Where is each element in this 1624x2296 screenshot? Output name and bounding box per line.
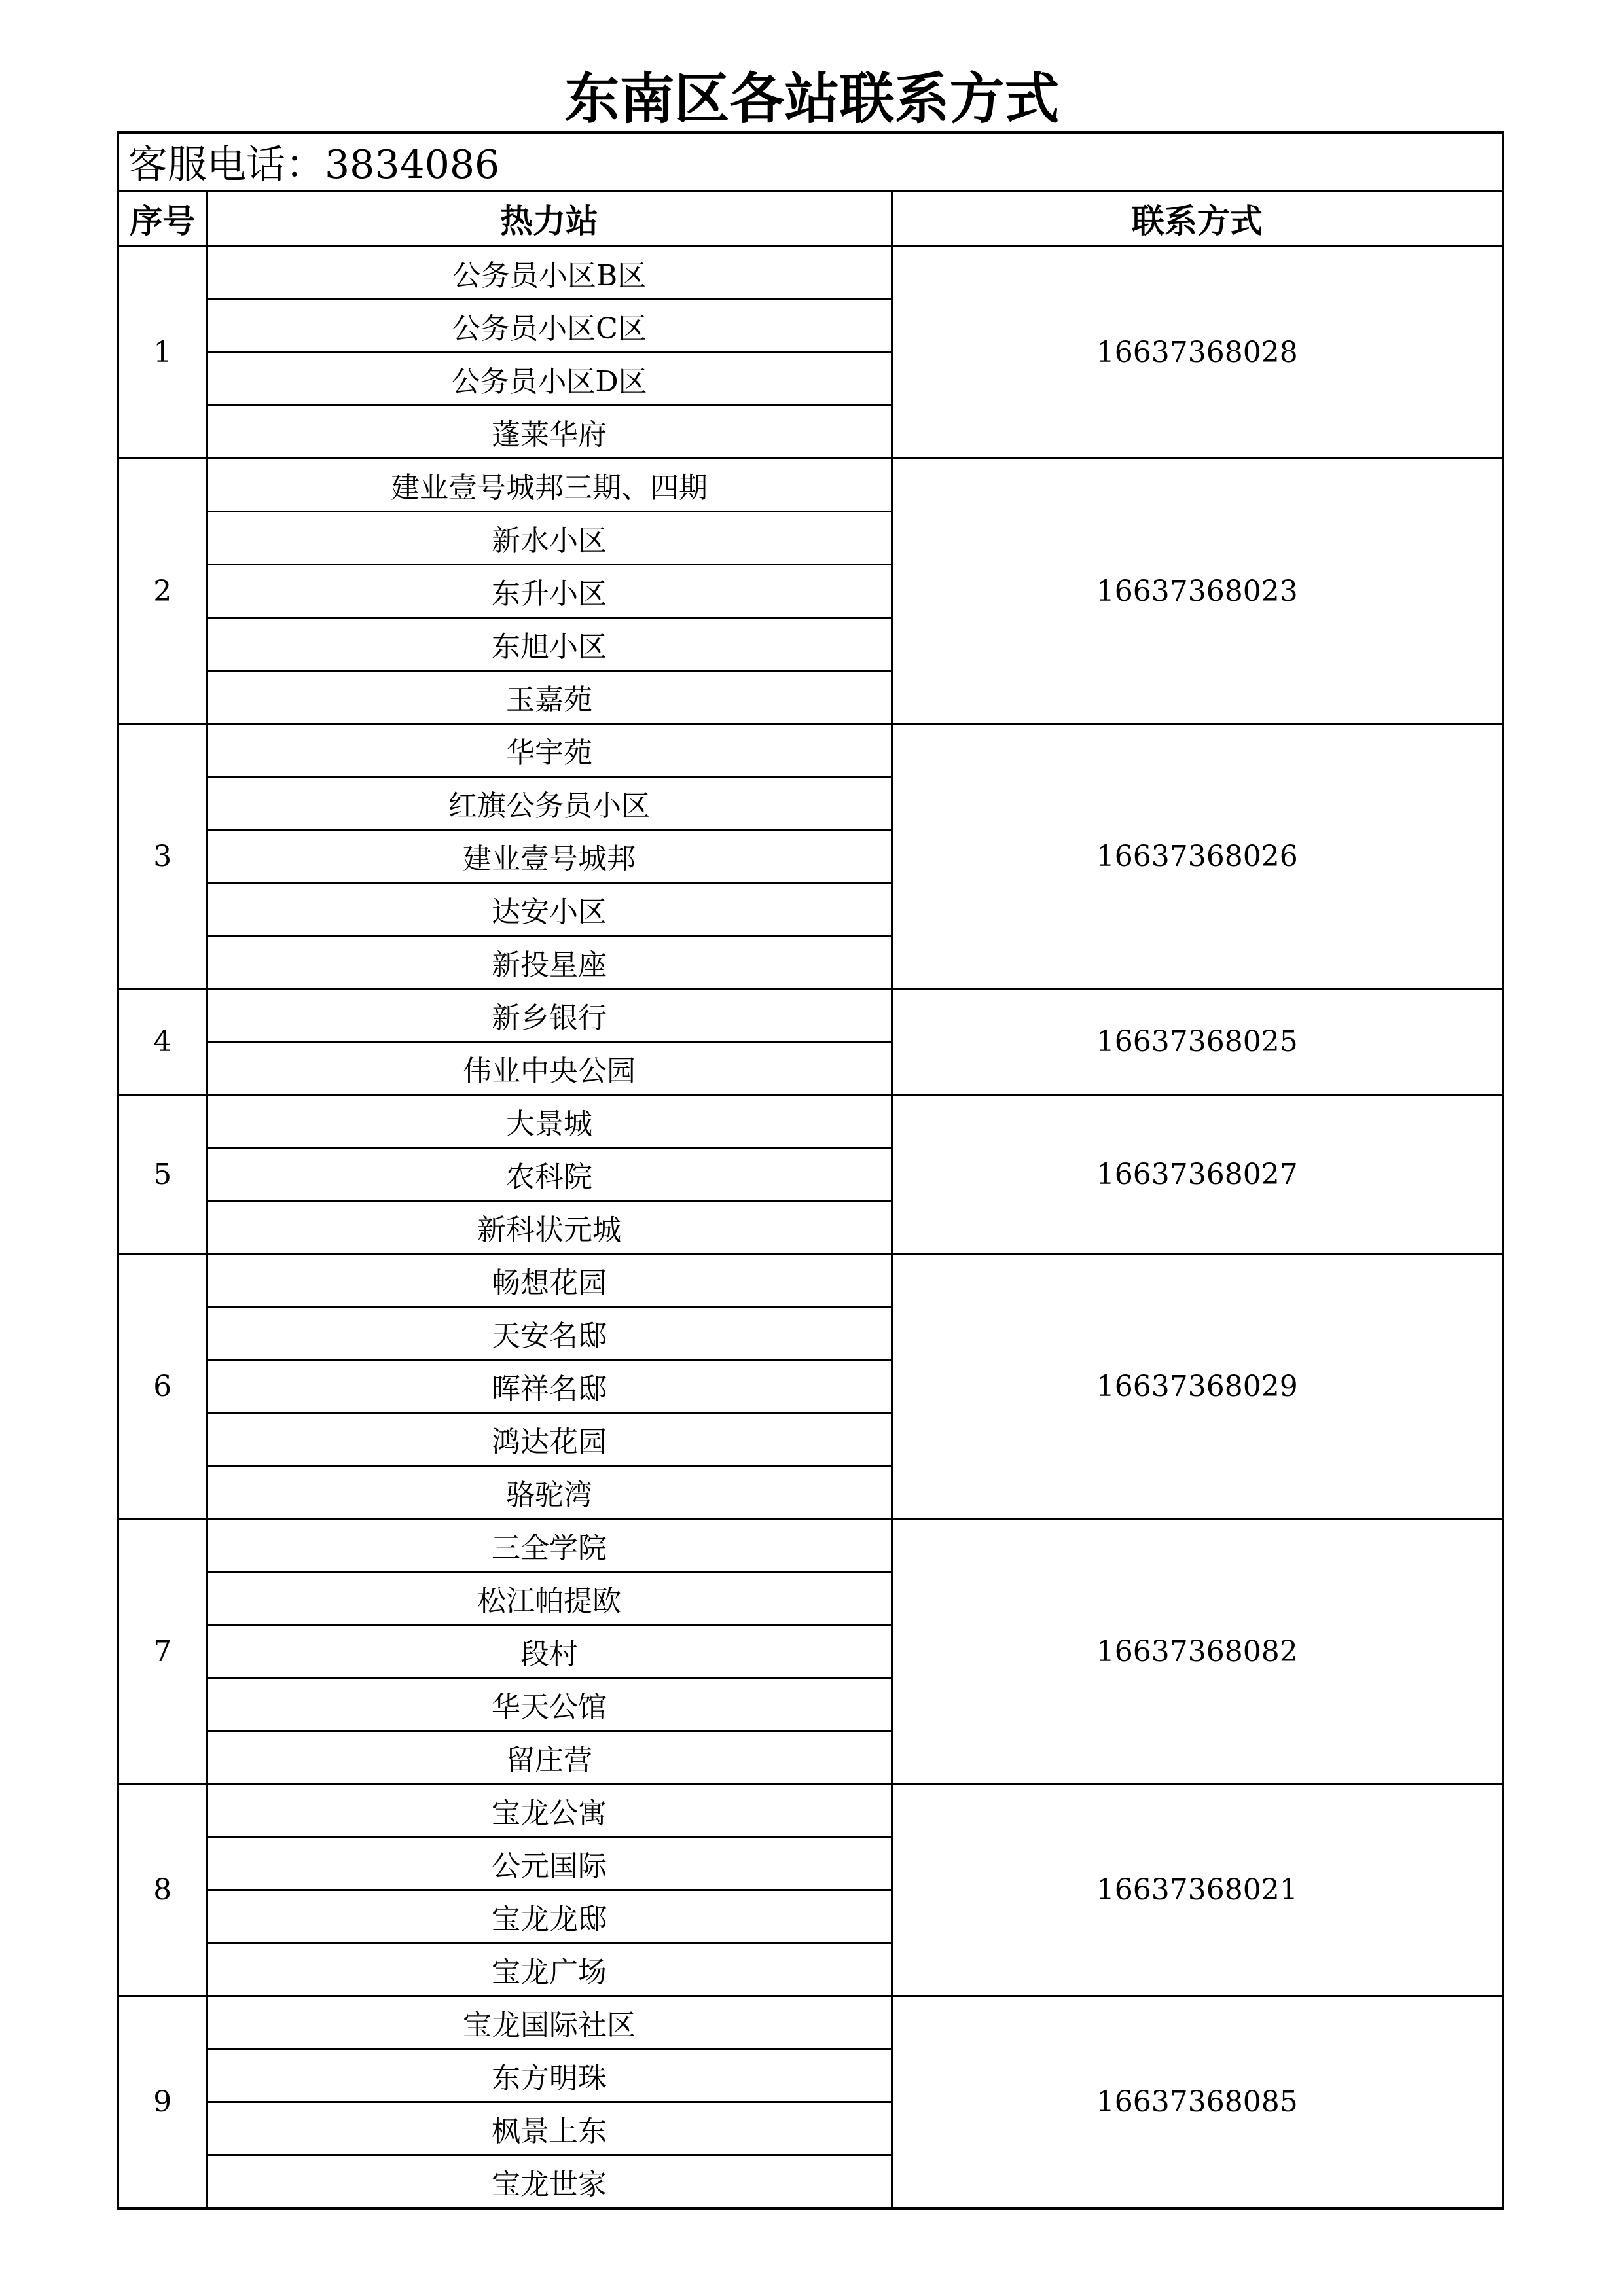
header-station: 热力站 <box>207 191 892 247</box>
group-number: 3 <box>118 724 207 989</box>
contact-phone: 16637368025 <box>892 989 1503 1095</box>
group-number: 7 <box>118 1519 207 1784</box>
group-number: 1 <box>118 247 207 459</box>
header-no: 序号 <box>118 191 207 247</box>
contact-phone: 16637368085 <box>892 1996 1503 2209</box>
station-name: 鸿达花园 <box>207 1413 892 1466</box>
station-name: 农科院 <box>207 1148 892 1201</box>
table-row <box>118 247 1503 300</box>
station-name: 东升小区 <box>207 565 892 618</box>
station-name: 宝龙国际社区 <box>207 1996 892 2049</box>
station-name: 段村 <box>207 1625 892 1678</box>
hotline-label: 客服电话： <box>128 142 325 188</box>
group-number: 4 <box>118 989 207 1095</box>
contact-table <box>117 131 1504 2210</box>
station-name: 大景城 <box>207 1095 892 1148</box>
table-row <box>118 1254 1503 1307</box>
station-name: 枫景上东 <box>207 2102 892 2155</box>
station-name: 建业壹号城邦 <box>207 830 892 883</box>
table-row <box>118 1996 1503 2049</box>
station-name: 宝龙世家 <box>207 2155 892 2209</box>
group-number: 5 <box>118 1095 207 1254</box>
group-number: 9 <box>118 1996 207 2209</box>
station-name: 建业壹号城邦三期、四期 <box>207 459 892 512</box>
station-name: 东方明珠 <box>207 2049 892 2102</box>
station-name: 骆驼湾 <box>207 1466 892 1519</box>
contact-phone: 16637368027 <box>892 1095 1503 1254</box>
station-name: 华天公馆 <box>207 1678 892 1731</box>
station-name: 蓬莱华府 <box>207 406 892 459</box>
station-name: 新科状元城 <box>207 1201 892 1254</box>
hotline-cell <box>118 132 1503 191</box>
station-name: 红旗公务员小区 <box>207 777 892 830</box>
station-name: 三全学院 <box>207 1519 892 1572</box>
station-name: 公务员小区C区 <box>207 300 892 353</box>
station-name: 新投星座 <box>207 936 892 989</box>
contact-phone: 16637368028 <box>892 247 1503 459</box>
station-name: 新水小区 <box>207 512 892 565</box>
station-name: 天安名邸 <box>207 1307 892 1360</box>
station-name: 宝龙广场 <box>207 1943 892 1996</box>
table-row <box>118 1784 1503 1837</box>
table-row <box>118 724 1503 777</box>
contact-phone: 16637368029 <box>892 1254 1503 1519</box>
station-name: 松江帕提欧 <box>207 1572 892 1625</box>
contact-phone: 16637368082 <box>892 1519 1503 1784</box>
station-name: 伟业中央公园 <box>207 1042 892 1095</box>
contact-phone: 16637368023 <box>892 459 1503 724</box>
contact-phone: 16637368026 <box>892 724 1503 989</box>
group-number: 6 <box>118 1254 207 1519</box>
station-name: 公务员小区B区 <box>207 247 892 300</box>
station-name: 玉嘉苑 <box>207 671 892 724</box>
station-name: 东旭小区 <box>207 618 892 671</box>
station-name: 公元国际 <box>207 1837 892 1890</box>
group-number: 8 <box>118 1784 207 1996</box>
station-name: 留庄营 <box>207 1731 892 1784</box>
station-name: 畅想花园 <box>207 1254 892 1307</box>
table-row <box>118 989 1503 1042</box>
group-number: 2 <box>118 459 207 724</box>
station-name: 宝龙龙邸 <box>207 1890 892 1943</box>
hotline-number: 3834086 <box>325 142 500 188</box>
contact-phone: 16637368021 <box>892 1784 1503 1996</box>
table-row <box>118 459 1503 512</box>
page-title: 东南区各站联系方式 <box>564 67 1060 131</box>
table-row <box>118 1519 1503 1572</box>
station-name: 达安小区 <box>207 883 892 936</box>
station-name: 晖祥名邸 <box>207 1360 892 1413</box>
header-row <box>118 191 1503 247</box>
station-name: 华宇苑 <box>207 724 892 777</box>
header-contact: 联系方式 <box>892 191 1503 247</box>
table-row <box>118 1095 1503 1148</box>
station-name: 宝龙公寓 <box>207 1784 892 1837</box>
station-name: 新乡银行 <box>207 989 892 1042</box>
station-name: 公务员小区D区 <box>207 353 892 406</box>
